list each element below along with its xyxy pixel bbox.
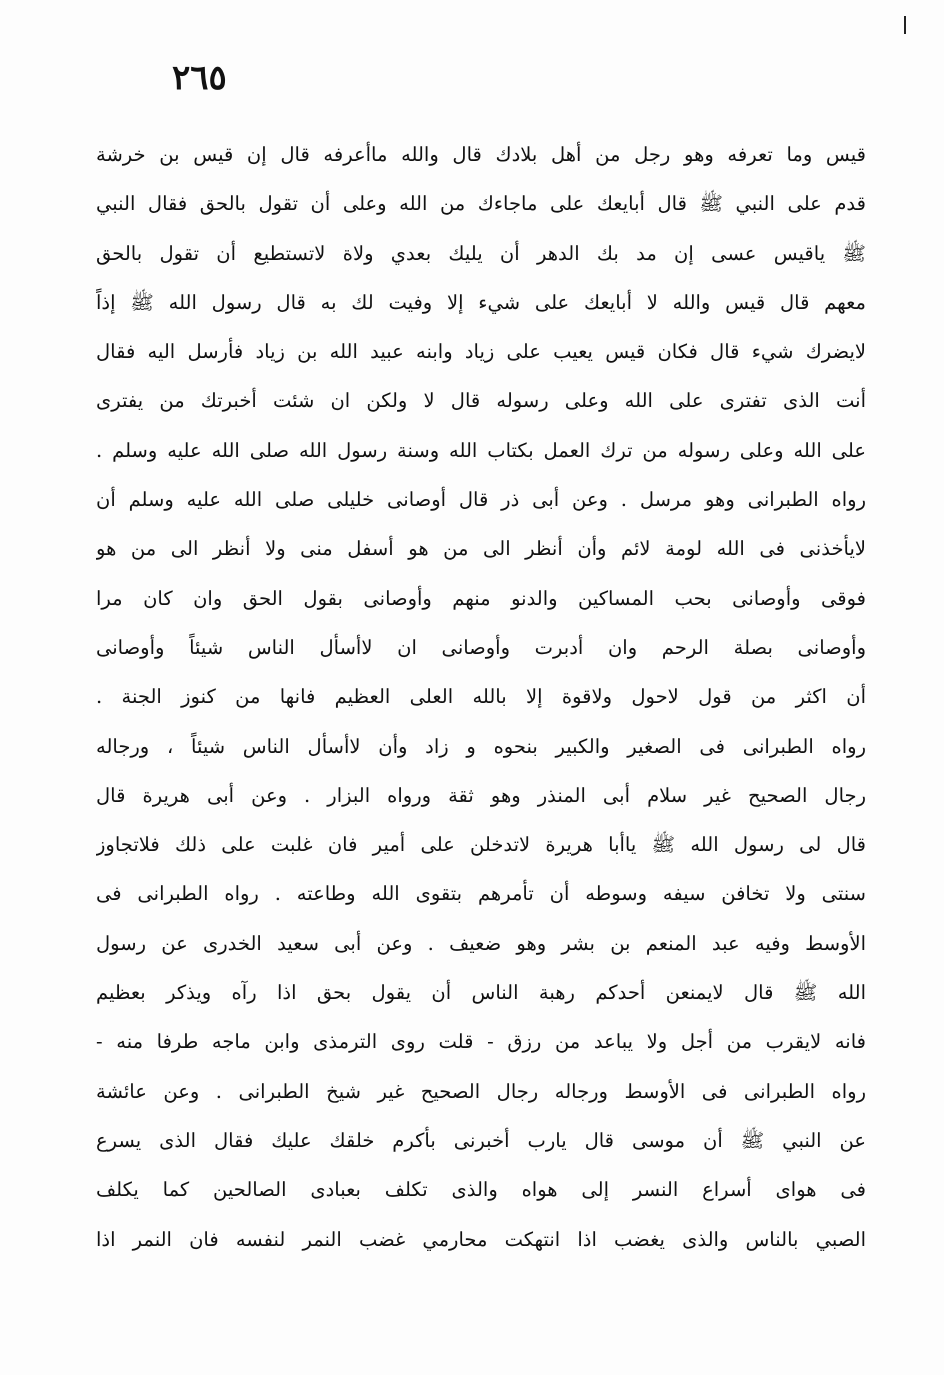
text-line: لايأخذنى فى الله لومة لائم وأن أنظر الى من هو أسفل منى ولا أنظر الى من هو [96,537,866,561]
text-line: أنت الذى تفترى على الله وعلى رسوله قال لا ولكن ان شئت أخبرتك من يفترى [96,389,866,413]
text-line: أن اكثر من قول لاحول ولاقوة إلا بالله العلى العظيم فانها من كنوز الجنة . [96,685,866,709]
text-line: قال لى رسول الله ﷺ ياأبا هريرة لاتدخلن على أمير فان غلبت على ذلك فلاتجاوز [96,833,866,857]
text-line: سنتى ولا تخافن سيفه وسوطه أن تأمرهم بتقوى الله وطاعته . رواه الطبرانى فى [96,882,866,906]
text-line: رواه الطبرانى فى الأوسط ورجاله رجال الصحيح غير شيخ الطبرانى . وعن عائشة [96,1079,866,1103]
text-line: قدم على النبي ﷺ قال أبايعك على ماجاءك من الله وعلى أن تقول بالحق فقال النبي [96,192,866,216]
text-line: رجال الصحيح غير سلام أبى المنذر وهو ثقة ورواه البزار . وعن أبى هريرة قال [96,783,866,807]
text-line: فانه لايقرب من أجل ولا يباعد من رزق - قلت روى الترمذى وابن ماجه طرفا منه - [96,1030,866,1054]
text-line: معهم قال قيس والله لا أبايعك على شيء إلا وفيت لك به قال رسول الله ﷺ إذاً [96,290,866,314]
page-number: ٢٦٥ [172,58,227,98]
text-line: قيس وما تعرفه وهو رجل من أهل بلادك قال والله ماأعرفه قال إن قيس بن خرشة [96,143,866,166]
text-line: الأوسط وفيه عبد المنعم بن بشر وهو ضعيف . وعن أبى سعيد الخدرى عن رسول [96,931,866,955]
text-line: وأوصانى بصلة الرحم وان أدبرت وأوصانى ان لاأسأل الناس شيئاً وأوصانى [96,635,866,659]
text-line: رواه الطبرانى وهو مرسل . وعن أبى ذر قال أوصانى خليلى صلى الله عليه وسلم أن [96,488,866,512]
text-line: الصبي بالناس والذى يغضب اذا انتهكت محارمي غضب النمر لنفسه فان النمر اذا [96,1227,866,1251]
text-line: لايضرك شيء قال فكان قيس يعيب على زياد وابنه عبيد الله بن زياد فأرسل اليه فقال [96,340,866,364]
body-text [96,130,866,1264]
text-line: الله ﷺ قال لايمنعن أحدكم رهبة الناس أن يقول بحق اذا رآه ويذكر بعظيم [96,981,866,1005]
text-line: رواه الطبرانى فى الصغير والكبير بنحوه و زاد وأن لاأسأل الناس شيئاً ، ورجاله [96,734,866,758]
text-line: فوقى وأوصانى بحب المساكين والدنو منهم وأوصانى بقول الحق وان كان مرا [96,586,866,610]
text-line: على الله وعلى رسوله من ترك العمل بكتاب الله وسنة رسول الله صلى الله عليه وسلم . [96,438,866,462]
text-line: فى هواى أسراع النسر إلى هواه والذى تكلف بعبادى الصالحين كما يكلف [96,1178,866,1202]
corner-mark [904,16,906,34]
text-line: عن النبي ﷺ أن موسى قال يارب أخبرنى بأكرم خلقك عليك فقال الذى يسرع [96,1128,866,1152]
text-line: ﷺ ياقيس عسى إن مد بك الدهر أن يليك بعدي ولاة لاتستطيع أن تقول بالحق [96,241,866,265]
